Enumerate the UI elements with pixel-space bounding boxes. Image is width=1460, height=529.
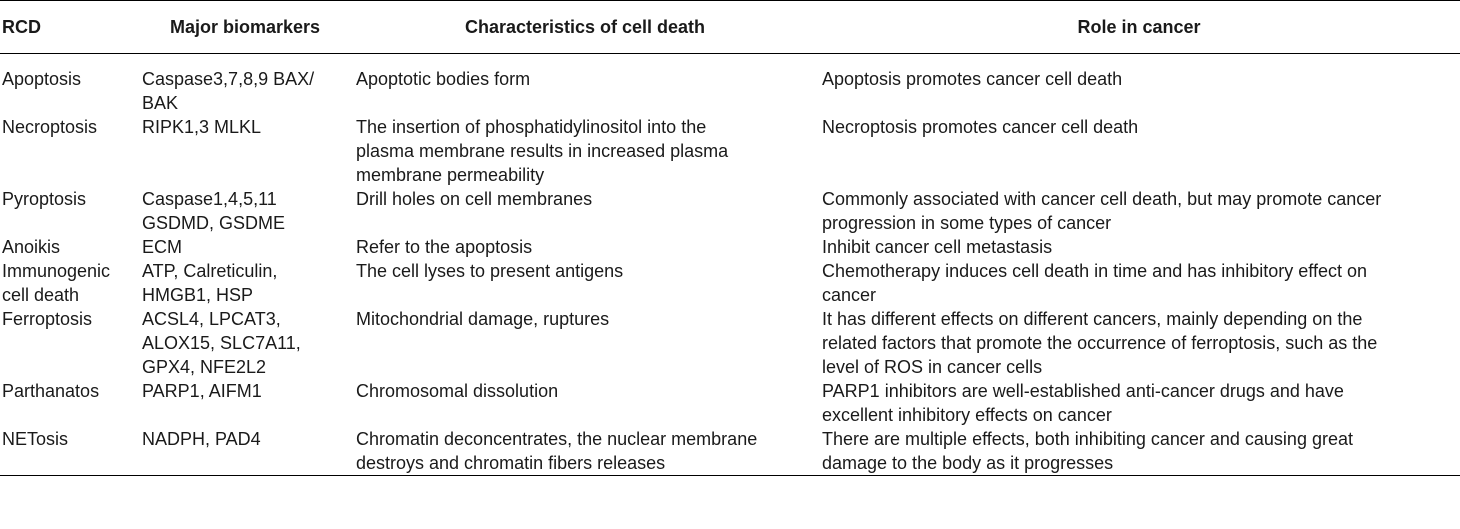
- cell-text-line: Ferroptosis: [2, 309, 93, 329]
- cell-role: [818, 307, 1460, 379]
- cell-text-line: There are multiple effects, both inhibiting cancer and causing great: [822, 429, 1353, 449]
- cell-text-line: Mitochondrial damage, ruptures: [356, 309, 610, 329]
- cell-role: [818, 54, 1460, 116]
- cell-characteristics: [352, 427, 818, 476]
- table-row: [0, 307, 1460, 379]
- cell-characteristics: [352, 259, 818, 307]
- cell-text-line: related factors that promote the occurrence of ferroptosis, such as the: [822, 333, 1378, 353]
- cell-text-line: ALOX15, SLC7A11,: [142, 333, 301, 353]
- table-row: [0, 379, 1460, 427]
- cell-text-line: NADPH, PAD4: [142, 429, 261, 449]
- cell-text-line: progression in some types of cancer: [822, 213, 1112, 233]
- cell-text-line: NETosis: [2, 429, 69, 449]
- cell-role: [818, 259, 1460, 307]
- cell-text-line: cell death: [2, 285, 80, 305]
- header-rcd: RCD: [0, 1, 138, 54]
- cell-characteristics: [352, 235, 818, 259]
- cell-text-line: RIPK1,3 MLKL: [142, 117, 262, 137]
- table-row: [0, 54, 1460, 116]
- cell-text-line: Chromatin deconcentrates, the nuclear membrane: [356, 429, 758, 449]
- cell-rcd: [0, 307, 138, 379]
- cell-text-line: Necroptosis promotes cancer cell death: [822, 117, 1139, 137]
- cell-biomarkers: [138, 54, 352, 116]
- cell-biomarkers: [138, 235, 352, 259]
- cell-text-line: Caspase1,4,5,11: [142, 189, 277, 209]
- cell-text-line: Anoikis: [2, 237, 61, 257]
- cell-text-line: GPX4, NFE2L2: [142, 357, 267, 377]
- cell-text-line: level of ROS in cancer cells: [822, 357, 1043, 377]
- cell-rcd: [0, 115, 138, 187]
- cell-role: [818, 235, 1460, 259]
- cell-text-line: Pyroptosis: [2, 189, 87, 209]
- cell-text-line: ACSL4, LPCAT3,: [142, 309, 281, 329]
- header-biomarkers: Major biomarkers: [138, 1, 352, 54]
- table-row: [0, 235, 1460, 259]
- cell-text-line: Parthanatos: [2, 381, 100, 401]
- table-header: [0, 1, 1460, 54]
- cell-biomarkers: [138, 427, 352, 476]
- cell-characteristics: [352, 54, 818, 116]
- cell-biomarkers: [138, 259, 352, 307]
- cell-rcd: [0, 259, 138, 307]
- table-row: [0, 427, 1460, 476]
- cell-rcd: [0, 427, 138, 476]
- header-characteristics: Characteristics of cell death: [352, 1, 818, 54]
- cell-rcd: [0, 235, 138, 259]
- cell-text-line: Refer to the apoptosis: [356, 237, 533, 257]
- table-row: [0, 259, 1460, 307]
- cell-text-line: Apoptosis promotes cancer cell death: [822, 69, 1123, 89]
- cell-text-line: destroys and chromatin fibers releases: [356, 453, 666, 473]
- cell-role: [818, 115, 1460, 187]
- cell-rcd: [0, 379, 138, 427]
- cell-characteristics: [352, 307, 818, 379]
- cell-rcd: [0, 54, 138, 116]
- cell-text-line: GSDMD, GSDME: [142, 213, 286, 233]
- cell-text-line: plasma membrane results in increased plasma: [356, 141, 729, 161]
- cell-characteristics: [352, 115, 818, 187]
- cell-biomarkers: [138, 187, 352, 235]
- cell-characteristics: [352, 187, 818, 235]
- table-row: [0, 115, 1460, 187]
- cell-text-line: The insertion of phosphatidylinositol into the: [356, 117, 707, 137]
- cell-text-line: Immunogenic: [2, 261, 111, 281]
- cell-rcd: [0, 187, 138, 235]
- cell-text-line: Commonly associated with cancer cell death, but may promote cancer: [822, 189, 1382, 209]
- cell-text-line: Chemotherapy induces cell death in time and has inhibitory effect on: [822, 261, 1367, 281]
- table-row: [0, 187, 1460, 235]
- cell-text-line: excellent inhibitory effects on cancer: [822, 405, 1112, 425]
- cell-text-line: Inhibit cancer cell metastasis: [822, 237, 1053, 257]
- cell-role: [818, 379, 1460, 427]
- cell-text-line: cancer: [822, 285, 877, 305]
- header-row: [0, 1, 1460, 54]
- cell-text-line: It has different effects on different cancers, mainly depending on the: [822, 309, 1363, 329]
- header-role: Role in cancer: [818, 1, 1460, 54]
- cell-characteristics: [352, 379, 818, 427]
- table-body: [0, 54, 1460, 476]
- cell-biomarkers: [138, 379, 352, 427]
- cell-text-line: Apoptotic bodies form: [356, 69, 531, 89]
- cell-text-line: Apoptosis: [2, 69, 82, 89]
- cell-text-line: PARP1 inhibitors are well-established anti-cancer drugs and have: [822, 381, 1344, 401]
- cell-biomarkers: [138, 115, 352, 187]
- cell-text-line: PARP1, AIFM1: [142, 381, 262, 401]
- cell-text-line: BAK: [142, 93, 179, 113]
- cell-text-line: damage to the body as it progresses: [822, 453, 1114, 473]
- cell-biomarkers: [138, 307, 352, 379]
- cell-text-line: membrane permeability: [356, 165, 545, 185]
- cell-text-line: ECM: [142, 237, 182, 257]
- cell-role: [818, 427, 1460, 476]
- cell-text-line: The cell lyses to present antigens: [356, 261, 624, 281]
- cell-role: [818, 187, 1460, 235]
- cell-text-line: Necroptosis: [2, 117, 98, 137]
- cell-text-line: Caspase3,7,8,9 BAX/: [142, 69, 315, 89]
- cell-text-line: Chromosomal dissolution: [356, 381, 559, 401]
- cell-text-line: Drill holes on cell membranes: [356, 189, 593, 209]
- cell-text-line: ATP, Calreticulin,: [142, 261, 278, 281]
- cell-text-line: HMGB1, HSP: [142, 285, 254, 305]
